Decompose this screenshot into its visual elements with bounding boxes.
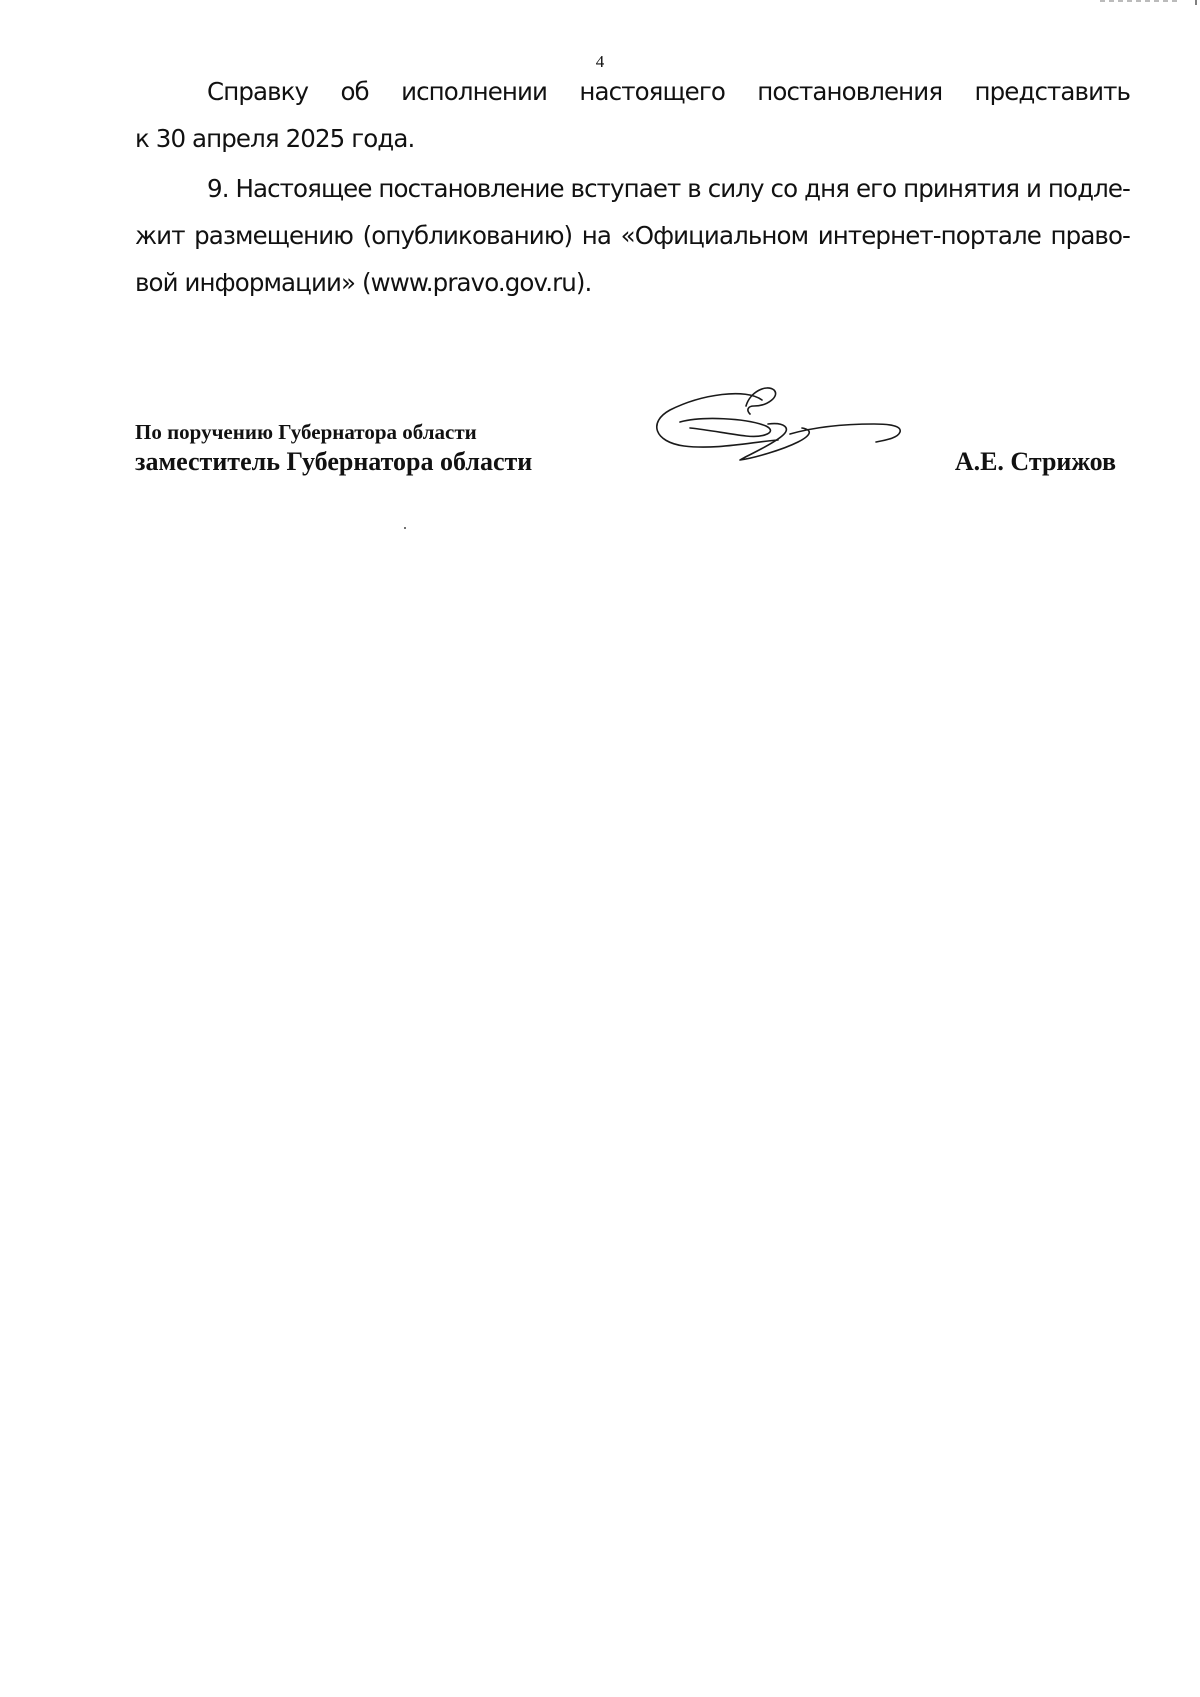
- signer-name: А.Е. Стрижов: [954, 447, 1116, 476]
- paragraph-9-line-1: 9. Настоящее постановление вступает в силу со дня его принятия и подле-: [207, 174, 1130, 203]
- page-number: 4: [595, 52, 605, 71]
- paragraph-9-line-2: жит размещению (опубликованию) на «Официальном интернет-портале право-: [135, 221, 1130, 250]
- signature-authority-line: По поручению Губернатора области: [135, 420, 477, 444]
- scan-speck: [404, 527, 406, 529]
- scan-edge-marks: [1060, 0, 1200, 6]
- paragraph-9-line-3: вой информации» (www.pravo.gov.ru).: [135, 268, 592, 297]
- handwritten-signature: [650, 384, 920, 484]
- signer-position: заместитель Губернатора области: [135, 447, 533, 476]
- paragraph-report-line-1: Справку об исполнении настоящего постановления представить: [207, 77, 1130, 106]
- paragraph-report-line-2: к 30 апреля 2025 года.: [135, 124, 415, 153]
